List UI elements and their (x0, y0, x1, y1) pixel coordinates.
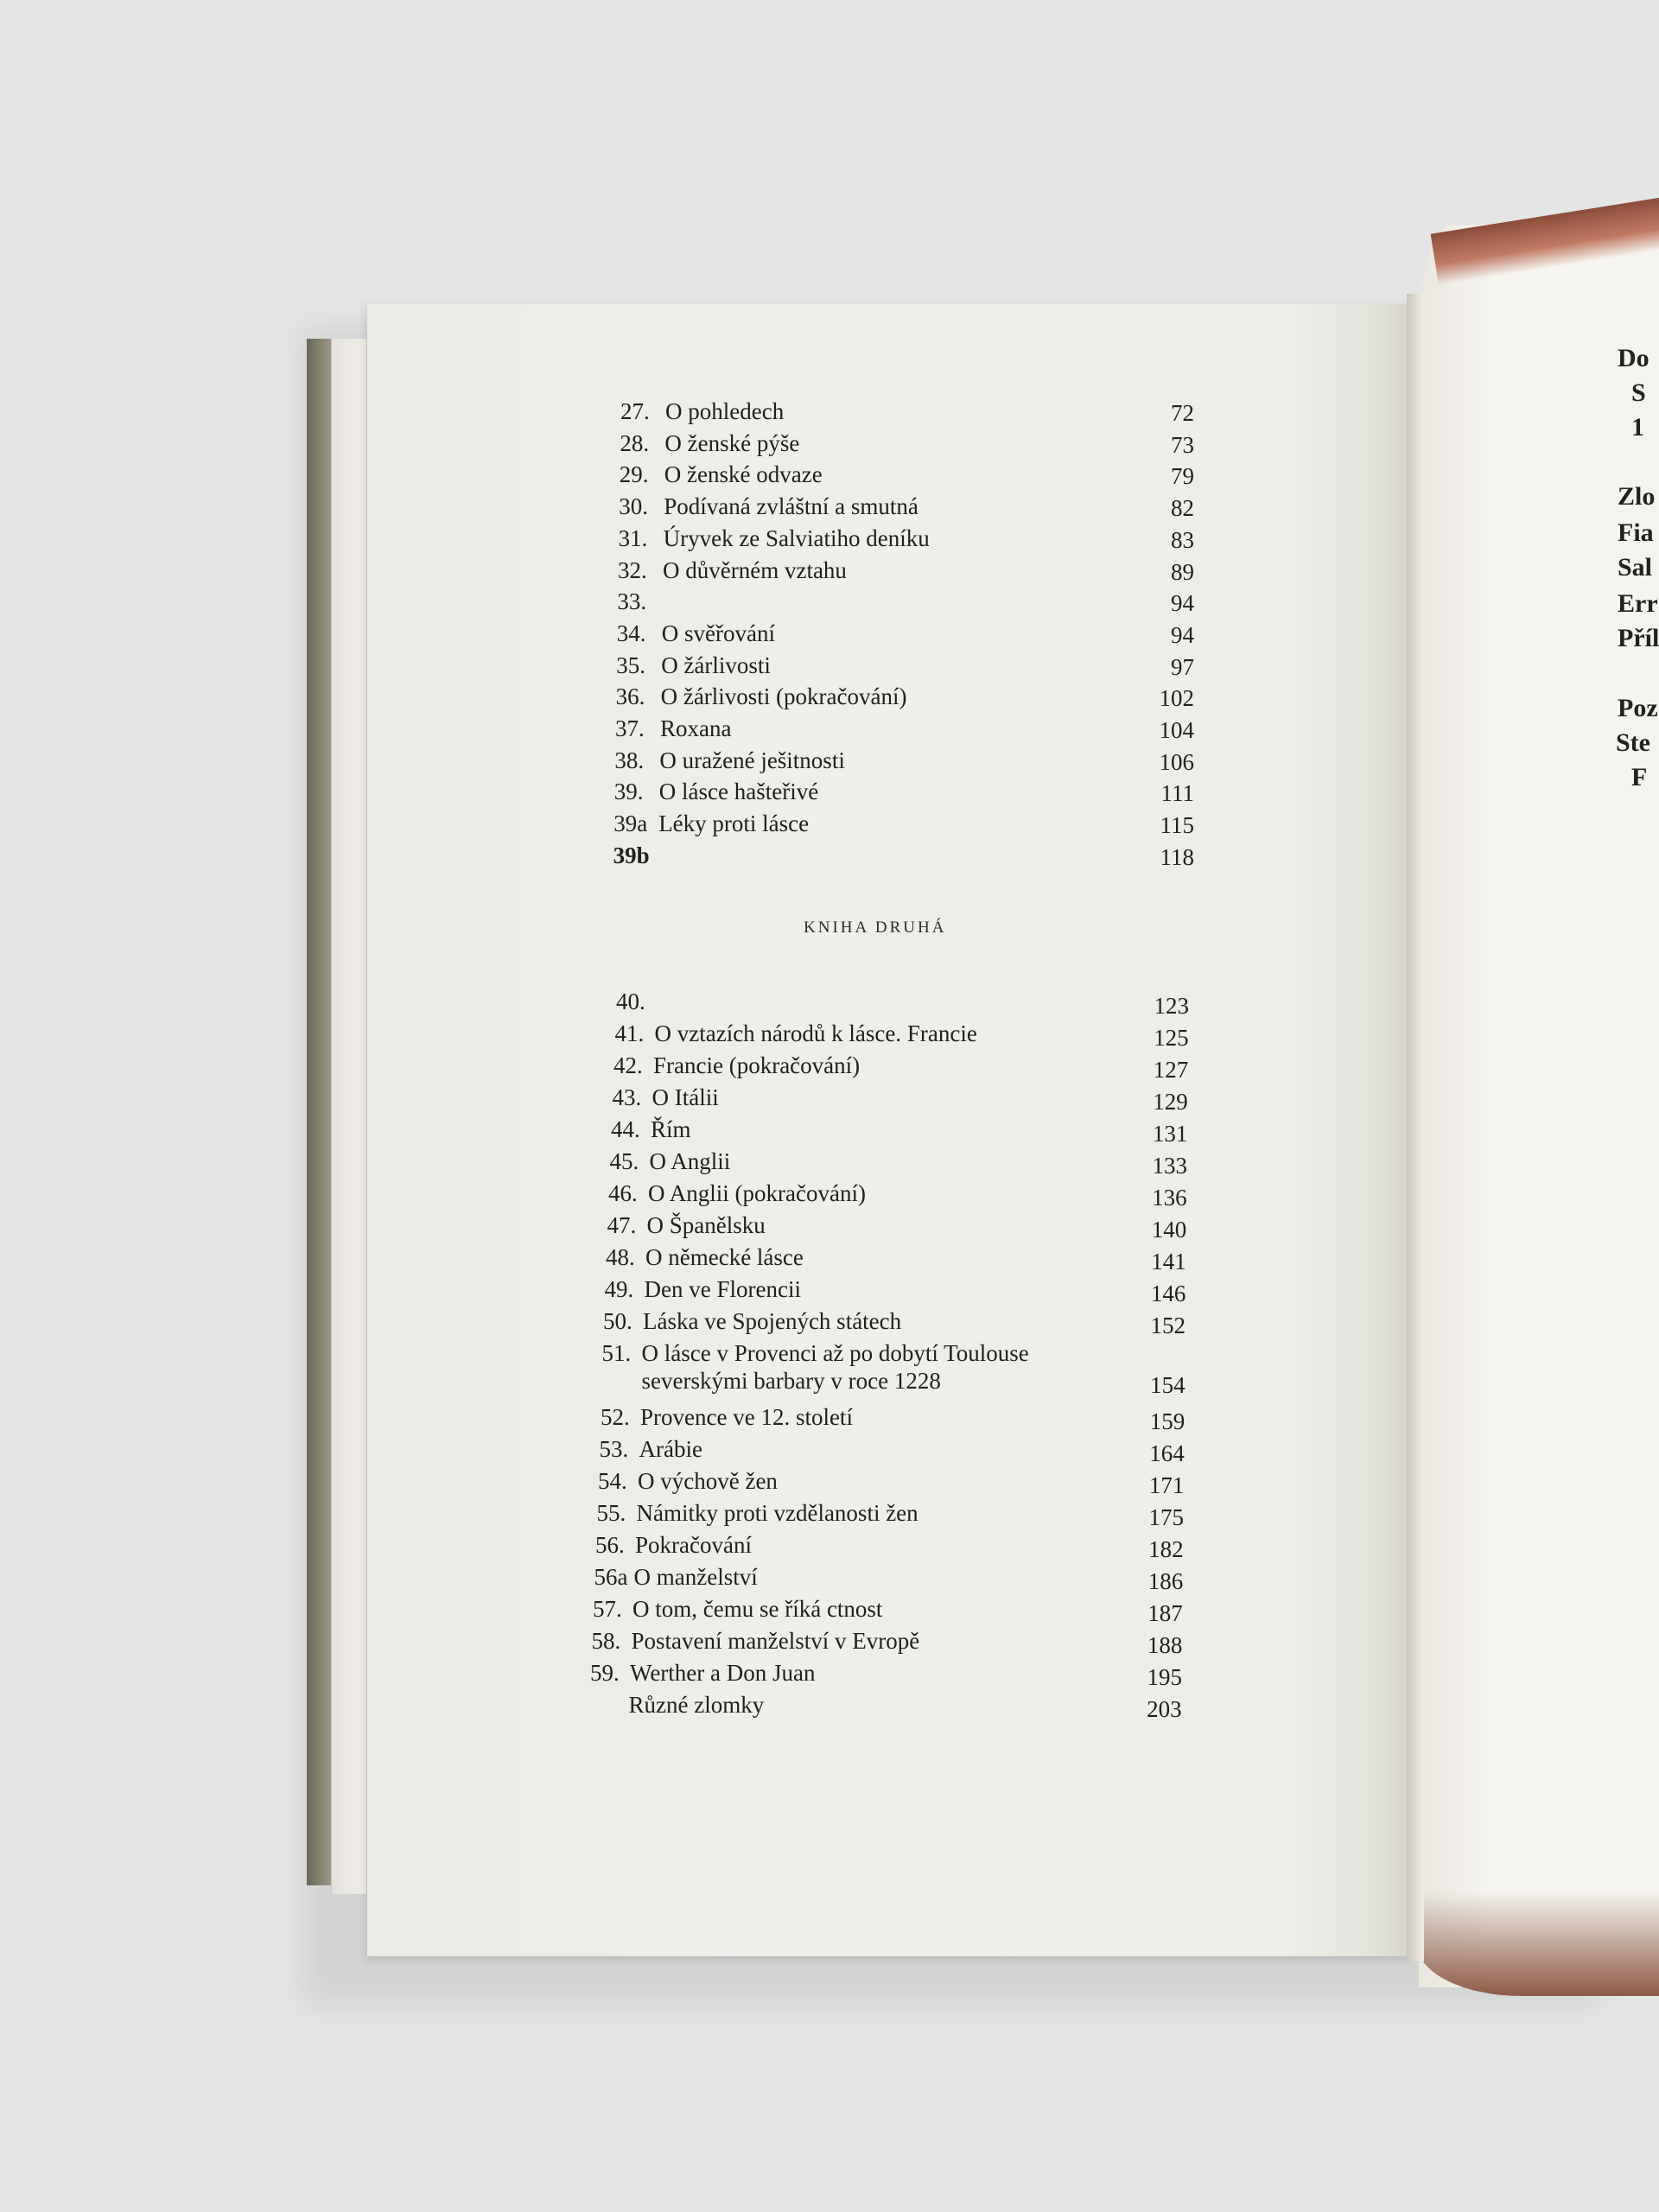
toc-entry-title-continued: severskými barbary v roce 1228 (641, 1368, 941, 1394)
toc-entry-title: O uražené ješitnosti (659, 747, 845, 773)
toc-entry-title: Arábie (639, 1436, 702, 1462)
toc-entry-number: 35. (616, 652, 645, 678)
book-gutter (1407, 294, 1424, 1961)
right-page-text-fragment: Zlo (1618, 482, 1656, 511)
toc-entry-page: 159 (1149, 1408, 1185, 1434)
toc-entry-number: 46. (608, 1180, 638, 1206)
toc-entry-title: Úryvek ze Salviatiho deníku (663, 524, 930, 551)
toc-entry-page: 136 (1152, 1185, 1187, 1211)
toc-entry-page: 182 (1148, 1536, 1184, 1562)
toc-entry-number: 58. (591, 1628, 621, 1654)
toc-entry-title: O ženské odvaze (664, 461, 823, 488)
toc-entry-number: 49. (604, 1276, 634, 1302)
toc-entry-title: Různé zlomky (628, 1692, 765, 1718)
toc-entry-page: 94 (1171, 621, 1194, 648)
toc-entry-number: 45. (609, 1148, 639, 1174)
toc-entry-number: 48. (606, 1244, 635, 1270)
toc-entry-number: 56. (595, 1532, 625, 1558)
toc-entry-page: 123 (1154, 993, 1189, 1019)
toc-entry-page: 141 (1151, 1249, 1186, 1274)
toc-entry-number: 31. (618, 524, 648, 551)
toc-entry-page: 131 (1152, 1121, 1188, 1147)
toc-entry-title: O žárlivosti (pokračování) (660, 683, 907, 710)
toc-entry-number: 55. (596, 1500, 626, 1526)
toc-entry-page: 97 (1171, 653, 1194, 680)
section-heading: KNIHA DRUHÁ (804, 918, 947, 937)
toc-entry-title: O tom, čemu se říká ctnost (632, 1596, 883, 1622)
right-page-text-fragment: Poz (1618, 694, 1658, 722)
toc-entry-number: 43. (612, 1084, 642, 1110)
toc-entry-title: O vztazích národů k lásce. Francie (654, 1020, 977, 1046)
toc-entry-title: Werther a Don Juan (630, 1660, 816, 1686)
toc-entry-page: 164 (1149, 1440, 1185, 1466)
toc-entry-number: 33. (617, 588, 647, 615)
toc-entry-number: 32. (618, 556, 647, 583)
toc-entry-number: 27. (620, 398, 650, 424)
toc-entry-number: 57. (593, 1596, 622, 1622)
toc-entry-number: 44. (611, 1116, 640, 1142)
toc-entry-page: 171 (1148, 1472, 1185, 1498)
toc-entry-page: 140 (1151, 1217, 1187, 1243)
toc-entry-number: 42. (613, 1052, 643, 1078)
toc-entry-page: 133 (1152, 1153, 1187, 1179)
toc-entry-number: 51. (601, 1340, 632, 1366)
right-page-text-fragment: S (1631, 378, 1646, 407)
toc-entry-title: O důvěrném vztahu (663, 556, 847, 583)
toc-entry-title: Podívaná zvláštní a smutná (664, 493, 918, 520)
toc-entry-page: 187 (1147, 1600, 1183, 1626)
right-page-text-fragment: F (1631, 763, 1648, 791)
toc-entry-page: 175 (1148, 1504, 1184, 1530)
toc-entry-number: 37. (615, 715, 645, 741)
toc-entry-page: 83 (1171, 526, 1194, 553)
toc-entry-page: 203 (1147, 1696, 1182, 1722)
toc-entry-number: 39. (613, 779, 644, 805)
toc-entry-number: 41. (614, 1020, 645, 1046)
toc-entry-title: O svěřování (661, 620, 776, 646)
toc-entry-number: 36. (615, 683, 645, 710)
toc-entry-number: 52. (601, 1404, 630, 1430)
toc-entry-page: 195 (1147, 1664, 1182, 1690)
toc-entry-page: 73 (1171, 431, 1194, 458)
book-cover-edge (331, 339, 366, 1894)
toc-entry-title: Postavení manželství v Evropě (631, 1628, 920, 1654)
toc-entry-page: 127 (1153, 1057, 1189, 1083)
toc-entry-title: O německé lásce (645, 1244, 804, 1270)
toc-entry-number: 39a (613, 810, 648, 837)
toc-entry-number: 39b (613, 842, 650, 868)
toc-entry-title: O Španělsku (646, 1212, 766, 1238)
toc-entry-number: 54. (598, 1468, 627, 1494)
toc-entry-title: Námitky proti vzdělanosti žen (636, 1500, 918, 1526)
left-page (367, 304, 1413, 1956)
toc-entry-number: 34. (616, 620, 646, 646)
toc-entry-page: 146 (1150, 1281, 1186, 1306)
right-page (1419, 225, 1659, 1987)
toc-entry-number: 56a (594, 1564, 628, 1590)
toc-entry-title: O ženské pýše (664, 429, 800, 456)
toc-entry-title: Den ve Florencii (644, 1276, 801, 1302)
toc-entry-number: 50. (603, 1308, 632, 1334)
toc-entry-title: O Itálii (652, 1084, 719, 1110)
toc-entry-page: 188 (1147, 1632, 1183, 1658)
right-page-text-fragment: 1 (1631, 413, 1644, 442)
toc-entry-page: 89 (1171, 558, 1194, 585)
toc-entry-number: 38. (614, 747, 645, 773)
toc-entry-page: 94 (1171, 590, 1194, 617)
toc-entry-title: O manželství (633, 1564, 758, 1590)
toc-entry-title: O lásce v Provenci až po dobytí Toulouse (641, 1340, 1029, 1366)
toc-entry-page: 115 (1160, 812, 1194, 839)
toc-entry-page: 82 (1171, 495, 1194, 522)
toc-entry-page: 104 (1159, 717, 1194, 743)
right-page-text-fragment: Příl (1618, 624, 1659, 652)
toc-entry-title: O Anglii (pokračování) (648, 1180, 866, 1206)
toc-entry-number: 47. (607, 1212, 637, 1238)
right-page-text-fragment: Ste (1616, 728, 1650, 757)
toc-entry-page: 111 (1160, 780, 1194, 807)
toc-entry-title: Řím (651, 1116, 691, 1142)
toc-entry-title: Láska ve Spojených státech (643, 1308, 902, 1334)
toc-entry-page: 72 (1171, 400, 1194, 426)
toc-entry-number: 28. (620, 429, 650, 456)
toc-entry-number: 53. (599, 1436, 629, 1462)
right-page-text-fragment: Fia (1618, 518, 1654, 547)
toc-entry-page: 106 (1159, 748, 1194, 775)
toc-entry-page: 186 (1147, 1568, 1184, 1594)
toc-entry-page: 102 (1159, 685, 1194, 712)
toc-entry-title: O výchově žen (638, 1468, 778, 1494)
toc-entry-title: Provence ve 12. století (640, 1404, 853, 1430)
toc-entry-title: Pokračování (635, 1532, 752, 1558)
toc-entry-number: 59. (590, 1660, 620, 1686)
book-cover-board (307, 339, 333, 1885)
toc-entry-page: 118 (1160, 843, 1194, 870)
toc-entry-number: 29. (619, 461, 649, 488)
toc-entry-title: O lásce hašteřivé (658, 779, 819, 805)
toc-entry-page: 125 (1154, 1025, 1189, 1051)
toc-entry-page: 129 (1153, 1089, 1188, 1115)
toc-entry-number: 40. (616, 988, 645, 1014)
right-page-text-fragment: Sal (1618, 553, 1653, 582)
right-page-text-fragment: Err (1618, 589, 1658, 618)
right-page-text-fragment: Do (1618, 344, 1649, 372)
toc-entry-title: O Anglii (649, 1148, 731, 1174)
toc-entry-page: 79 (1171, 463, 1194, 490)
toc-entry-page: 154 (1150, 1372, 1185, 1398)
page-edge-bottom (1417, 1892, 1659, 1996)
toc-entry-title: Francie (pokračování) (653, 1052, 861, 1078)
toc-entry-page: 152 (1150, 1313, 1185, 1338)
toc-entry-title: Léky proti lásce (658, 810, 810, 837)
toc-entry-title: O žárlivosti (661, 652, 771, 678)
toc-entry-title: Roxana (660, 715, 732, 741)
toc-entry-number: 30. (619, 493, 648, 520)
toc-entry-title: O pohledech (665, 398, 785, 424)
